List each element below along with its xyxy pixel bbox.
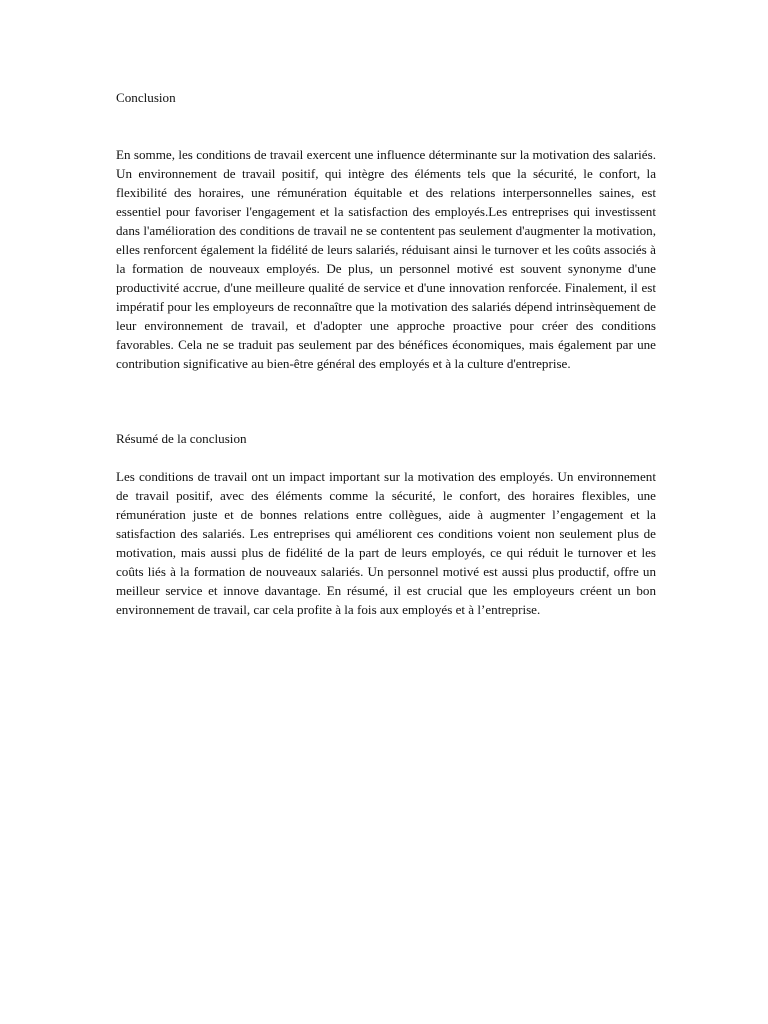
summary-paragraph: Les conditions de travail ont un impact important sur la motivation des employés. Un environnement de travail positif, avec des éléments comme la sécurité, le confort, des horaires flexibles, une rémunération juste et de bonnes relations entre collègues, aide à augmenter l’engagement et la satisfaction des salariés. Les entreprises qui améliorent ces conditions voient non seulement plus de motivation, mais aussi plus de fidélité de la part de leurs employés, ce qui réduit le turnover et les coûts liés à la formation de nouveaux salariés. Un personnel motivé est aussi plus productif, offre un meilleur service et innove davantage. En résumé, il est crucial que les employeurs créent un bon environnement de travail, car cela profite à la fois aux employés et à l’entreprise. [116, 469, 656, 617]
section-heading-conclusion: Conclusion [116, 90, 176, 105]
conclusion-paragraph: En somme, les conditions de travail exercent une influence déterminante sur la motivation des salariés. Un environnement de travail positif, qui intègre des éléments tels que la sécurité, le confort, la flexibilité des horaires, une rémunération équitable et des relations interpersonnelles saines, est essentiel pour favoriser l'engagement et la satisfaction des employés.Les entreprises qui investissent dans l'amélioration des conditions de travail ne se contentent pas seulement d'augmenter la motivation, elles renforcent également la fidélité de leurs salariés, réduisant ainsi le turnover et les coûts associés à la formation de nouveaux employés. De plus, un personnel motivé est souvent synonyme d'une productivité accrue, d'une meilleure qualité de service et d'une innovation renforcée. Finalement, il est impératif pour les employeurs de reconnaître que la motivation des salariés dépend intrinsèquement de leur environnement de travail, et d'adopter une approche proactive pour créer des conditions favorables. Cela ne se traduit pas seulement par des bénéfices économiques, mais également par une contribution significative au bien-être général des employés et à la culture d'entreprise. [116, 147, 656, 371]
section-heading-summary: Résumé de la conclusion [116, 431, 247, 446]
